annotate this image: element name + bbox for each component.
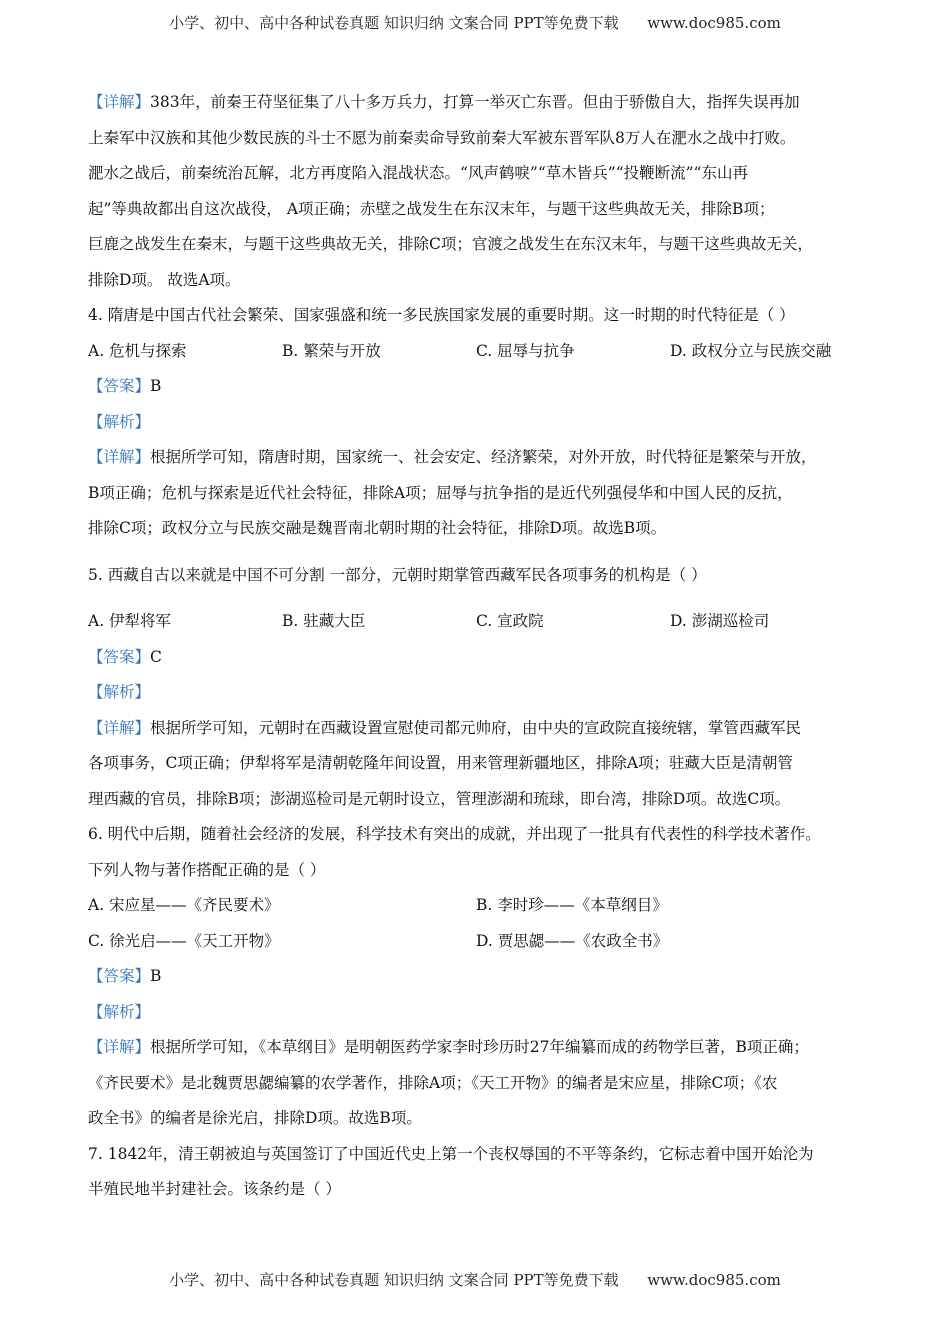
answer-value: C bbox=[150, 647, 162, 666]
question-stem: 4. 隋唐是中国古代社会繁荣、国家强盛和统一多民族国家发展的重要时期。这一时期的时代特征是（ ） bbox=[88, 306, 795, 324]
question-5 bbox=[88, 558, 878, 818]
page-content bbox=[88, 85, 878, 1208]
detail-line: 起”等典故都出自这次战役， A项正确；赤壁之战发生在东汉末年，与题干这些典故无关，排除B项； bbox=[88, 199, 775, 218]
answer-tag: 【答案】 bbox=[88, 377, 151, 395]
option-d: D. 澎湖巡检司 bbox=[670, 612, 770, 630]
options-row bbox=[88, 334, 878, 370]
footer-text: 小学、初中、高中各种试卷真题 知识归纳 文案合同 PPT等免费下载 bbox=[169, 1271, 619, 1289]
question-stem: 7. 1842年，清王朝被迫与英国签订了中国近代史上第一个丧权辱国的不平等条约，它标志着中国开始沦为 bbox=[88, 1144, 814, 1163]
detail-line: 【详解】根据所学可知，《本草纲目》是明朝医药学家李时珍历时27年编纂而成的药物学巨著，B项正确； bbox=[88, 1038, 809, 1056]
footer-site-link[interactable]: www.doc985.com bbox=[647, 1271, 781, 1289]
answer-line bbox=[88, 640, 878, 676]
detail-line: 理西藏的官员，排除B项；澎湖巡检司是元朝时设立，管理澎湖和琉球，即台湾，排除D项。故选C项。 bbox=[88, 789, 791, 808]
option-b: B. 繁荣与开放 bbox=[282, 341, 381, 360]
options-row bbox=[88, 924, 878, 960]
option-a: A. 伊犁将军 bbox=[88, 612, 172, 630]
option-c: C. 徐光启——《天工开物》 bbox=[88, 931, 280, 950]
answer-value: B bbox=[150, 967, 162, 985]
detail-line: 上秦军中汉族和其他少数民族的斗士不愿为前秦卖命导致前秦大军被东晋军队8万人在淝水之战中打败。 bbox=[88, 128, 796, 147]
option-d: D. 贾思勰——《农政全书》 bbox=[476, 931, 669, 950]
options-row bbox=[88, 888, 878, 924]
option-b: B. 驻藏大臣 bbox=[282, 612, 366, 630]
detail-line: 排除D项。 故选A项。 bbox=[88, 270, 241, 289]
option-d: D. 政权分立与民族交融 bbox=[670, 341, 832, 360]
detail-line: 排除C项；政权分立与民族交融是魏晋南北朝时期的社会特征，排除D项。故选B项。 bbox=[88, 519, 667, 537]
detail-line: 【详解】383年，前秦王苻坚征集了八十多万兵力，打算一举灭亡东晋。但由于骄傲自大，指挥失误再加 bbox=[88, 93, 800, 111]
answer-tag: 【答案】 bbox=[88, 647, 151, 666]
detail-line: 淝水之战后，前秦统治瓦解，北方再度陷入混战状态。“风声鹤唳”“草木皆兵”“投鞭断流”“东山再 bbox=[88, 164, 748, 182]
answer-tag: 【答案】 bbox=[88, 967, 151, 985]
detail-line: 各项事务，C项正确；伊犁将军是清朝乾隆年间设置，用来管理新疆地区，排除A项；驻藏大臣是清朝管 bbox=[88, 754, 794, 772]
answer-value: B bbox=[150, 377, 162, 395]
answer-line bbox=[88, 959, 878, 995]
analysis-tag: 【解析】 bbox=[88, 1002, 151, 1021]
analysis-tag: 【解析】 bbox=[88, 412, 151, 431]
options-row bbox=[88, 604, 878, 640]
question-6 bbox=[88, 817, 878, 1137]
detail-line: 《齐民要术》是北魏贾思勰编纂的农学著作，排除A项；《天工开物》的编者是宋应星，排除C项；《农 bbox=[88, 1073, 778, 1092]
option-a: A. 宋应星——《齐民要术》 bbox=[88, 896, 280, 914]
question-stem: 5. 西藏自古以来就是中国不可分割 一部分，元朝时期掌管西藏军民各项事务的机构是（ ） bbox=[88, 565, 707, 584]
header-text: 小学、初中、高中各种试卷真题 知识归纳 文案合同 PPT等免费下载 bbox=[169, 14, 619, 32]
question-stem: 6. 明代中后期，随着社会经济的发展，科学技术有突出的成就，并出现了一批具有代表性的科学技术著作。 bbox=[88, 825, 821, 843]
answer-line bbox=[88, 369, 878, 405]
option-a: A. 危机与探索 bbox=[88, 341, 187, 360]
question-stem: 半殖民地半封建社会。该条约是（ ） bbox=[88, 1180, 341, 1198]
page-header bbox=[0, 12, 950, 33]
question-4 bbox=[88, 298, 878, 547]
page-footer bbox=[0, 1269, 950, 1290]
analysis-tag: 【解析】 bbox=[88, 683, 151, 701]
detail-line: 【详解】根据所学可知，元朝时在西藏设置宣慰使司都元帅府，由中央的宣政院直接统辖，掌管西藏军民 bbox=[88, 718, 802, 737]
option-c: C. 宣政院 bbox=[476, 612, 544, 630]
detail-line: 政全书》的编者是徐光启，排除D项。故选B项。 bbox=[88, 1109, 422, 1127]
option-b: B. 李时珍——《本草纲目》 bbox=[476, 896, 668, 914]
question-7 bbox=[88, 1137, 878, 1208]
option-c: C. 屈辱与抗争 bbox=[476, 341, 575, 360]
q3-detail bbox=[88, 85, 878, 298]
header-site-link[interactable]: www.doc985.com bbox=[647, 14, 781, 32]
detail-line: 【详解】根据所学可知，隋唐时期，国家统一、社会安定、经济繁荣，对外开放，时代特征是繁荣与开放， bbox=[88, 448, 817, 466]
detail-line: 巨鹿之战发生在秦末，与题干这些典故无关，排除C项；官渡之战发生在东汉末年，与题干这些典故无关， bbox=[88, 235, 813, 253]
detail-line: B项正确；危机与探索是近代社会特征，排除A项；屈辱与抗争指的是近代列强侵华和中国人民的反抗， bbox=[88, 483, 793, 502]
question-stem: 下列人物与著作搭配正确的是（ ） bbox=[88, 860, 326, 879]
